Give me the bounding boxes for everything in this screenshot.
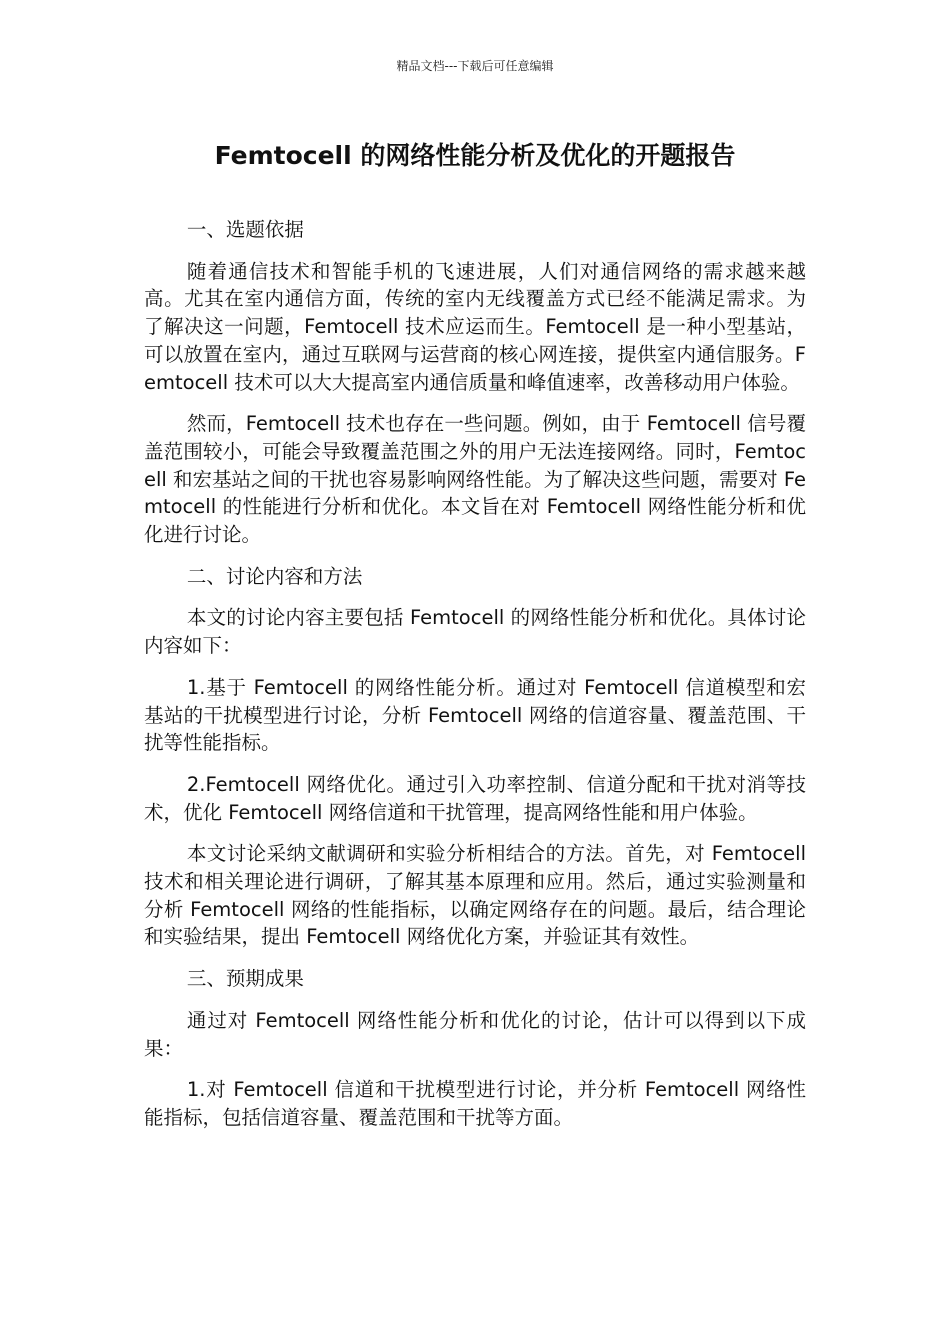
paragraph-results-intro: 通过对 Femtocell 网络性能分析和优化的讨论，估计可以得到以下成果： <box>144 1008 806 1060</box>
list-item-analysis: 1.基于 Femtocell 的网络性能分析。通过对 Femtocell 信道模型和宏基站的干扰模型进行讨论，分析 Femtocell 网络的信道容量、覆盖范围、干扰等性能指标。 <box>144 675 806 755</box>
section-heading-content-method: 二、讨论内容和方法 <box>186 564 363 588</box>
paragraph-problems: 然而，Femtocell 技术也存在一些问题。例如，由于 Femtocell 信号覆盖范围较小，可能会导致覆盖范围之外的用户无法连接网络。同时，Femtocell 和宏基站之间的干扰也容易影响网络性能。为了解决这些问题，需要对 Femtocell 的性能进行分析和优化。本文旨在对 Femtocell 网络性能分析和优化进行讨论。 <box>144 412 806 547</box>
header-note: 精品文档---下载后可任意编辑 <box>396 59 554 73</box>
document-body <box>144 216 806 1146</box>
list-item-result-1: 1.对 Femtocell 信道和干扰模型进行讨论，并分析 Femtocell 网络性能指标，包括信道容量、覆盖范围和干扰等方面。 <box>144 1078 806 1129</box>
paragraph-background: 随着通信技术和智能手机的飞速进展，人们对通信网络的需求越来越高。尤其在室内通信方面，传统的室内无线覆盖方式已经不能满足需求。为了解决这一问题，Femtocell 技术应运而生。Femtocell 是一种小型基站，可以放置在室内，通过互联网与运营商的核心网连接，提供室内通信服务。Femtocell 技术可以大大提高室内通信质量和峰值速率，改善移动用户体验。 <box>144 259 806 394</box>
section-heading-expected-results: 三、预期成果 <box>186 967 304 991</box>
section-heading-basis: 一、选题依据 <box>186 218 304 241</box>
document-title: Femtocell 的网络性能分析及优化的开题报告 <box>214 141 736 170</box>
paragraph-method: 本文讨论采纳文献调研和实验分析相结合的方法。首先，对 Femtocell 技术和相关理论进行调研，了解其基本原理和应用。然后，通过实验测量和分析 Femtocell 网络的性能指标，以确定网络存在的问题。最后，结合理论和实验结果，提出 Femtocell 网络优化方案，并验证其有效性。 <box>144 842 806 949</box>
paragraph-content-intro: 本文的讨论内容主要包括 Femtocell 的网络性能分析和优化。具体讨论内容如下： <box>144 606 806 658</box>
list-item-optimization: 2.Femtocell 网络优化。通过引入功率控制、信道分配和干扰对消等技术，优化 Femtocell 网络信道和干扰管理，提高网络性能和用户体验。 <box>144 772 806 824</box>
